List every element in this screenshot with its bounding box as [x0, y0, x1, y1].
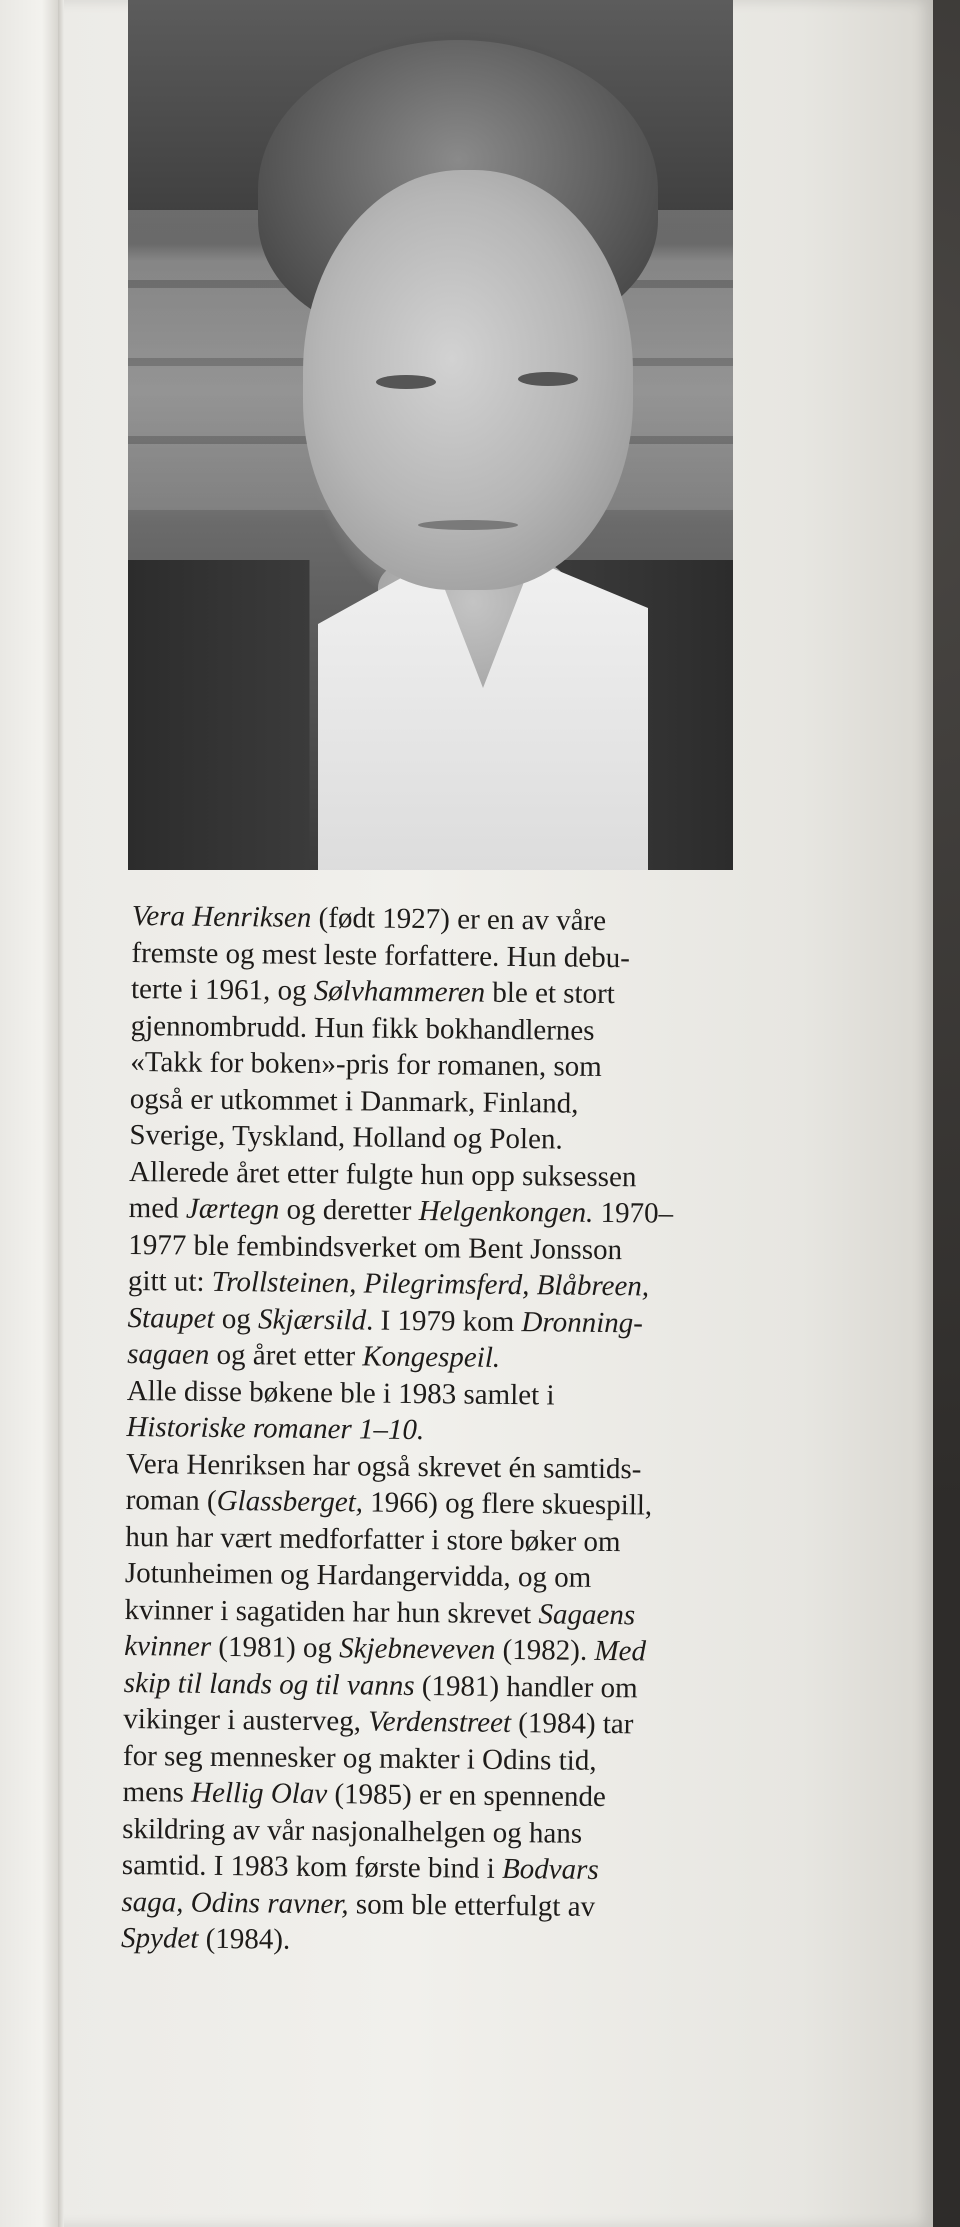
- bio-line: [126, 1482, 776, 1525]
- bio-text: for seg mennesker og makter i Odins tid,: [122, 1739, 597, 1777]
- bio-text: (1984).: [198, 1922, 291, 1956]
- bio-text: gitt ut:: [127, 1264, 212, 1298]
- bio-text: 1977 ble fembindsverket om Bent Jonsson: [128, 1228, 623, 1266]
- bio-title-italic: Trollsteinen, Pilegrimsferd, Blåbreen,: [211, 1265, 650, 1303]
- bio-text: kvinner i sagatiden har hun skrevet: [124, 1593, 539, 1630]
- bio-title-italic: Skjærsild: [257, 1302, 367, 1336]
- bio-line: [122, 1847, 772, 1890]
- bio-text: med: [128, 1191, 187, 1225]
- bio-text: (født 1927) er en av våre: [311, 901, 607, 937]
- bio-line: [121, 1920, 771, 1963]
- author-biography: [121, 898, 782, 1963]
- bio-text: (1981) og: [210, 1630, 340, 1665]
- bio-text: Jotunheimen og Hardangervidda, og om: [124, 1556, 592, 1594]
- bio-line: [126, 1409, 776, 1452]
- bio-text: skildring av vår nasjonalhelgen og hans: [122, 1812, 583, 1850]
- bio-text: vikinger i austerveg,: [123, 1702, 369, 1738]
- bio-title-italic: Bodvars: [501, 1852, 599, 1886]
- bio-title-italic: Sagaens: [538, 1597, 636, 1631]
- bio-title-italic: kvinner: [123, 1629, 212, 1663]
- bio-text: (1982).: [495, 1633, 595, 1667]
- bio-text: Allerede året etter fulgte hun opp suksessen: [128, 1155, 637, 1193]
- bio-line: [132, 898, 782, 941]
- bio-title-italic: Jærtegn: [185, 1192, 280, 1226]
- bio-text: også er utkommet i Danmark, Finland,: [129, 1082, 579, 1120]
- bio-line: [124, 1628, 774, 1671]
- bio-line: [129, 1190, 779, 1233]
- bio-title-italic: Hellig Olav: [190, 1776, 328, 1811]
- portrait-mouth: [418, 520, 518, 530]
- bio-title-italic: Glassberget,: [216, 1484, 364, 1519]
- bio-title-italic: Verdenstreet: [368, 1705, 512, 1740]
- bio-text: mens: [122, 1775, 192, 1809]
- page-fold-edge: [58, 0, 64, 2227]
- bio-text: roman (: [125, 1483, 217, 1517]
- bio-text: Sverige, Tyskland, Holland og Polen.: [129, 1118, 563, 1156]
- portrait-left-eye: [376, 375, 436, 389]
- bio-text: «Takk for boken»-pris for romanen, som: [130, 1045, 602, 1083]
- bio-title-italic: Spydet: [120, 1921, 199, 1955]
- bio-text: samtid. I 1983 kom første bind i: [121, 1848, 503, 1885]
- bio-line: [123, 1701, 773, 1744]
- bio-text: og: [214, 1302, 259, 1335]
- bio-text: og året etter: [209, 1338, 363, 1373]
- bio-text: (1984) tar: [510, 1707, 634, 1741]
- bio-text: gjennombrudd. Hun fikk bokhandlernes: [130, 1009, 595, 1047]
- bio-text: (1981) handler om: [414, 1669, 638, 1704]
- bio-title-italic: Historiske romaner 1–10.: [126, 1410, 425, 1447]
- bio-line: [129, 1117, 779, 1160]
- bio-title-italic: Vera Henriksen: [131, 899, 312, 934]
- bio-line: [127, 1336, 777, 1379]
- bio-title-italic: Helgenkongen.: [418, 1195, 594, 1229]
- adjacent-page: [0, 0, 60, 2227]
- bio-title-italic: Staupet: [127, 1301, 215, 1335]
- bio-title-italic: Kongespeil.: [362, 1340, 501, 1374]
- bio-text: . I 1979 kom: [365, 1303, 522, 1338]
- bio-title-italic: skip til lands og til vanns: [123, 1666, 415, 1702]
- bio-text: 1970–: [593, 1196, 674, 1230]
- bio-text: Alle disse bøkene ble i 1983 samlet i: [126, 1374, 555, 1411]
- bio-title-italic: Skjebneveven: [339, 1632, 496, 1666]
- bio-title-italic: sagaen: [127, 1337, 210, 1371]
- bio-text: som ble etterfulgt av: [348, 1887, 596, 1923]
- bio-title-italic: Med: [594, 1634, 647, 1668]
- bio-text: 1966) og flere skuespill,: [362, 1486, 653, 1522]
- bio-text: (1985) er en spennende: [327, 1778, 606, 1814]
- bio-title-italic: Sølvhammeren: [313, 974, 486, 1009]
- bio-text: fremste og mest leste forfattere. Hun debu-: [131, 936, 631, 974]
- bio-text: ble et stort: [484, 976, 615, 1011]
- bio-title-italic: Dronning-: [521, 1305, 644, 1339]
- bio-line: [125, 1555, 775, 1598]
- bio-title-italic: saga, Odins ravner,: [121, 1885, 349, 1920]
- bio-text: terte i 1961, og: [130, 972, 315, 1007]
- bio-line: [128, 1263, 778, 1306]
- bio-line: [130, 1044, 780, 1087]
- bio-text: hun har vært medforfatter i store bøker om: [125, 1520, 621, 1558]
- bio-line: [131, 971, 781, 1014]
- bio-text: og deretter: [279, 1193, 419, 1228]
- author-portrait: [128, 0, 733, 870]
- bio-line: [122, 1774, 772, 1817]
- bio-text: Vera Henriksen har også skrevet én samtids-: [125, 1447, 642, 1485]
- portrait-right-eye: [518, 372, 578, 386]
